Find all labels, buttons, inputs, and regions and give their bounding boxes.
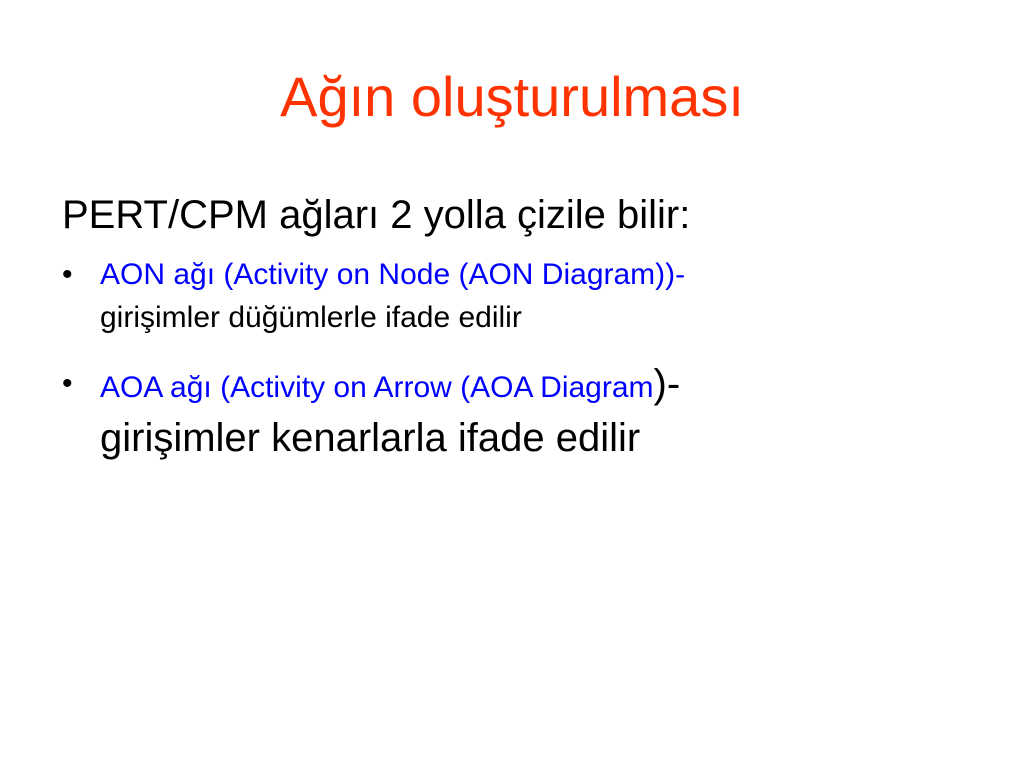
bullet-icon: •	[62, 258, 73, 291]
bullet-heading-suffix: )-	[653, 362, 681, 406]
bullet-body	[100, 253, 685, 339]
bullet-description: girişimler kenarlarla ifade edilir	[100, 416, 641, 460]
intro-text: PERT/CPM ağları 2 yolla çizile bilir:	[62, 193, 691, 237]
bullet-icon: •	[62, 367, 73, 400]
bullet-heading	[100, 362, 680, 410]
slide-title: Ağın oluşturulması	[280, 65, 744, 128]
bullet-description: girişimler düğümlerle ifade edilir	[100, 301, 522, 334]
bullet-body	[100, 362, 680, 466]
bullet-heading-text: AOA ağı (Activity on Arrow (AOA Diagram	[100, 371, 654, 404]
bullet-heading: AON ağı (Activity on Node (AON Diagram))-	[100, 258, 686, 291]
